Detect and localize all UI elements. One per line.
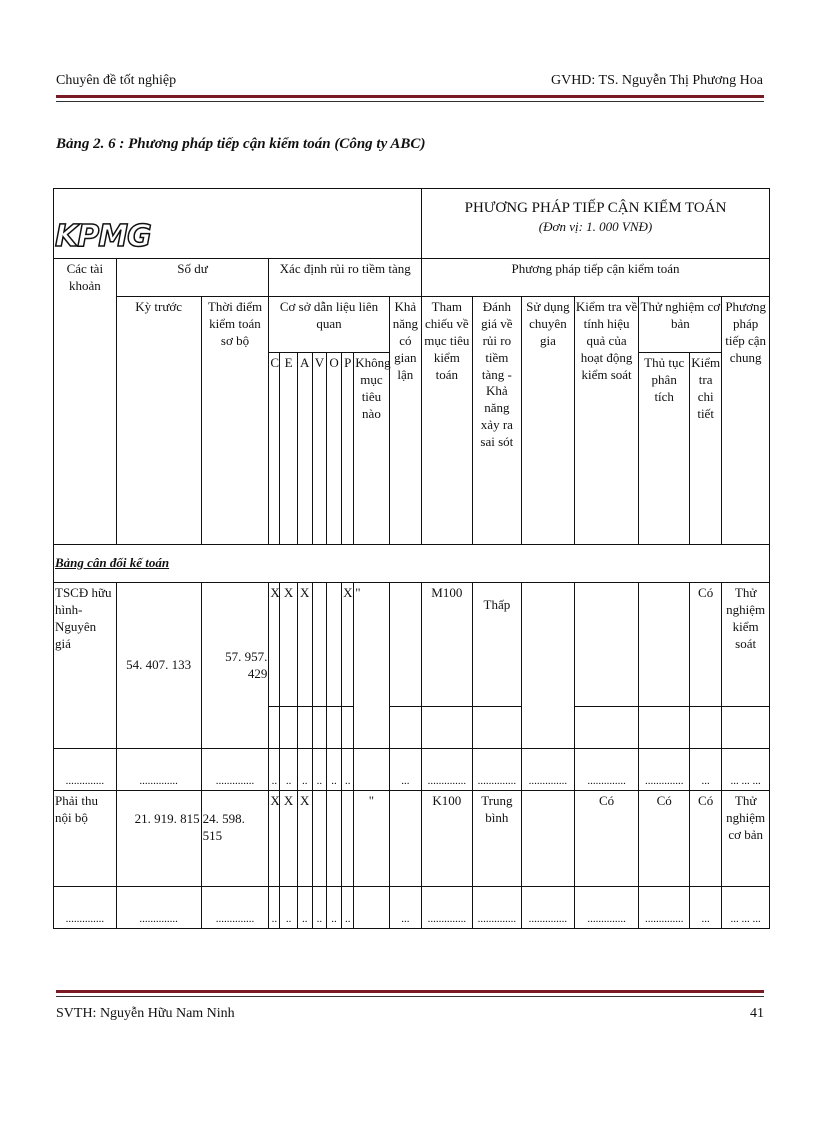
row1b-analytical (639, 707, 690, 749)
dots-cell-empty (354, 749, 389, 791)
row2-prelim: 24. 598. 515 (201, 791, 269, 887)
footer-author: SVTH: Nguyễn Hữu Nam Ninh (56, 1006, 235, 1021)
row1-ref: M100 (422, 583, 473, 707)
row1b-ref (422, 707, 473, 749)
assert-o: O (326, 353, 341, 545)
dots-cell: .. (269, 887, 280, 929)
dots-cell: .. (312, 887, 326, 929)
dots-cell: .. (342, 749, 354, 791)
audit-approach-table (53, 188, 770, 929)
row1b-control (574, 707, 639, 749)
row1-expert (522, 583, 575, 749)
row1-prelim: 57. 957. 429 (201, 583, 269, 749)
page-number: 41 (750, 1006, 764, 1021)
col-detail: Kiểm tra chi tiết (689, 353, 721, 545)
assert-a: A (297, 353, 312, 545)
assert-e: E (280, 353, 297, 545)
dots-cell: .. (297, 887, 312, 929)
dots-cell: .............. (574, 749, 639, 791)
dots-cell: .............. (522, 749, 575, 791)
row2-expert (522, 791, 575, 887)
section-balance-sheet: Bảng cân đối kế toán (54, 545, 770, 583)
header-rule (56, 95, 764, 98)
row2-c: X (269, 791, 280, 887)
row2-e: X (280, 791, 297, 887)
dots-cell: .............. (116, 749, 201, 791)
footer-rule-thin (56, 996, 764, 997)
row2-detail: Có (689, 791, 721, 887)
row2-assess: Trung bình (472, 791, 522, 887)
col-substantive: Thử nghiệm cơ bản (639, 297, 722, 353)
row1-c: X (269, 583, 280, 707)
dots-cell: .............. (116, 887, 201, 929)
footer-rule (56, 990, 764, 993)
dots-cell: .............. (201, 887, 269, 929)
col-ref: Tham chiếu về mục tiêu kiểm toán (422, 297, 473, 545)
row1-prior: 54. 407. 133 (116, 583, 201, 749)
row2-analytical: Có (639, 791, 690, 887)
row1-v (312, 583, 326, 707)
header-right: GVHD: TS. Nguyễn Thị Phương Hoa (550, 73, 763, 88)
col-control: Kiểm tra về tính hiệu quả của hoạt động kiểm soát (574, 297, 639, 545)
table-unit: (Đơn vị: 1. 000 VNĐ) (538, 218, 653, 234)
row2-a: X (297, 791, 312, 887)
row1b-assess (472, 707, 522, 749)
row2-o (326, 791, 341, 887)
dots-cell: .............. (639, 749, 690, 791)
dots-cell: ... ... ... (722, 749, 770, 791)
dots-cell: .. (269, 749, 280, 791)
dots-cell: .............. (422, 749, 473, 791)
row1-o (326, 583, 341, 707)
col-fraud: Khả năng có gian lận (389, 297, 421, 545)
row2-account: Phải thu nội bộ (54, 791, 117, 887)
row1b-o (326, 707, 341, 749)
dots-cell: .. (312, 749, 326, 791)
assert-v: V (312, 353, 326, 545)
col-prelim: Thời điểm kiểm toán sơ bộ (201, 297, 269, 545)
row1-a: X (297, 583, 312, 707)
row2-control: Có (574, 791, 639, 887)
dots-cell: .............. (422, 887, 473, 929)
table-title: PHƯƠNG PHÁP TIẾP CẬN KIỂM TOÁN (464, 200, 727, 216)
dots-cell: ... (389, 749, 421, 791)
col-general: Phương pháp tiếp cận chung (722, 297, 770, 545)
row2-ref: K100 (422, 791, 473, 887)
table-caption: Bảng 2. 6 : Phương pháp tiếp cận kiểm toán (Công ty ABC) (56, 136, 426, 152)
row1b-e (280, 707, 297, 749)
row1-fraud (389, 583, 421, 707)
dots-cell: .............. (639, 887, 690, 929)
col-balance: Số dư (116, 259, 269, 297)
table-title-cell (422, 189, 770, 259)
col-accounts: Các tài khoản (54, 259, 117, 545)
col-expert: Sử dụng chuyên gia (522, 297, 575, 545)
row2-v (312, 791, 326, 887)
row1-account: TSCĐ hữu hình- Nguyên giá (54, 583, 117, 749)
dots-cell: .. (280, 887, 297, 929)
row1-assess: Thấp (472, 583, 522, 707)
row2-none: " (354, 791, 389, 887)
dots-cell: .. (326, 749, 341, 791)
col-approach: Phương pháp tiếp cận kiểm toán (422, 259, 770, 297)
row1-e: X (280, 583, 297, 707)
col-assertions: Cơ sở dẫn liệu liên quan (269, 297, 389, 353)
row2-general: Thử nghiệm cơ bản (722, 791, 770, 887)
row1-none: " (354, 583, 389, 749)
row2-prior: 21. 919. 815 (116, 791, 201, 887)
assert-c: C (269, 353, 280, 545)
row1b-p (342, 707, 354, 749)
dots-cell: .. (342, 887, 354, 929)
assert-p: P (342, 353, 354, 545)
row1-analytical (639, 583, 690, 707)
row1b-detail (689, 707, 721, 749)
dots-cell: ... (689, 749, 721, 791)
row2-fraud (389, 791, 421, 887)
row1-general: Thử nghiệm kiểm soát (722, 583, 770, 707)
assert-none: Không mục tiêu nào (354, 353, 389, 545)
row1-control (574, 583, 639, 707)
col-prior: Kỳ trước (116, 297, 201, 545)
col-analytical: Thủ tục phân tích (639, 353, 690, 545)
dots-cell: ... (689, 887, 721, 929)
dots-cell: .............. (472, 749, 522, 791)
row1-detail: Có (689, 583, 721, 707)
dots-cell: ... ... ... (722, 887, 770, 929)
row1b-a (297, 707, 312, 749)
kpmg-logo: KPMG (55, 219, 151, 254)
dots-cell: .. (326, 887, 341, 929)
header-rule-thin (56, 101, 764, 102)
row1b-general (722, 707, 770, 749)
col-assess: Đánh giá về rủi ro tiềm tàng - Khả năng xảy ra sai sót (472, 297, 522, 545)
dots-cell: .............. (574, 887, 639, 929)
dots-cell: .............. (54, 887, 117, 929)
dots-cell-empty (354, 887, 389, 929)
dots-cell: ... (389, 887, 421, 929)
row1-p: X (342, 583, 354, 707)
row1b-c (269, 707, 280, 749)
dots-cell: .............. (472, 887, 522, 929)
dots-cell: .............. (201, 749, 269, 791)
col-risk: Xác định rủi ro tiềm tàng (269, 259, 422, 297)
dots-cell: .............. (54, 749, 117, 791)
dots-cell: .. (297, 749, 312, 791)
header-left: Chuyên đề tốt nghiệp (56, 73, 177, 88)
row1b-fraud (389, 707, 421, 749)
row1b-v (312, 707, 326, 749)
dots-cell: .. (280, 749, 297, 791)
row2-p (342, 791, 354, 887)
logo-cell (54, 189, 422, 259)
dots-cell: .............. (522, 887, 575, 929)
